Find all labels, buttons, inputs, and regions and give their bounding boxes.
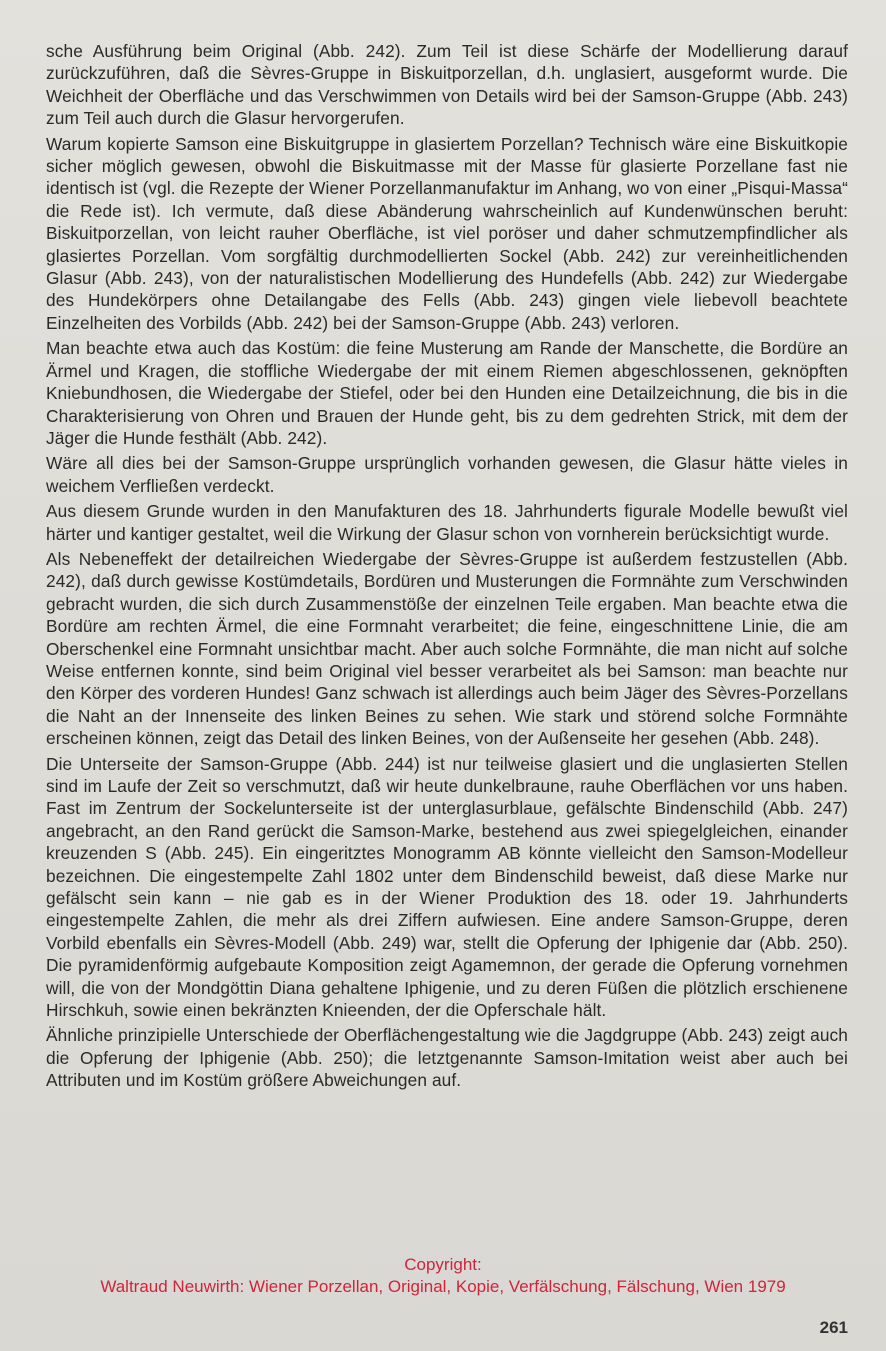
paragraph-8: Ähnliche prinzipielle Unterschiede der Oberflächengestaltung wie die Jagdgruppe (Abb. 243) zeigt auch die Opferung der Iphigenie (Abb. 250); die letztgenannte Samson-Imitation weist aber auch bei Attributen und im Kostüm größere Abweichungen auf. xyxy=(46,1025,848,1091)
paragraph-3: Man beachte etwa auch das Kostüm: die feine Musterung am Rande der Manschette, die Bordüre an Ärmel und Kragen, die stoffliche Wiedergabe der mit einem Riemen abgeschlossenen, geknöpften Kniebundhosen, die Wiedergabe der Stiefel, oder bei den Hunden eine Detailzeichnung, die bis in die Charakterisierung von Ohren und Brauen der Hunde geht, bis zu dem gedrehten Strick, mit dem der Jäger die Hunde festhält (Abb. 242). xyxy=(46,338,848,448)
paragraph-1: sche Ausführung beim Original (Abb. 242). Zum Teil ist diese Schärfe der Modellierung darauf zurückzuführen, daß die Sèvres-Gruppe in Biskuitporzellan, d.h. unglasiert, ausgeformt wurde. Die Weichheit der Oberfläche und das Verschwimmen von Details wird bei der Samson-Gruppe (Abb. 243) zum Teil auch durch die Glasur hervorgerufen. xyxy=(46,41,848,129)
paragraph-4: Wäre all dies bei der Samson-Gruppe ursprünglich vorhanden gewesen, die Glasur hätte vieles in weichem Verfließen verdeckt. xyxy=(46,453,848,496)
paragraph-5: Aus diesem Grunde wurden in den Manufakturen des 18. Jahrhunderts figurale Modelle bewußt viel härter und kantiger gestaltet, weil die Wirkung der Glasur schon von vornherein berücksichtigt wurde. xyxy=(46,501,848,544)
copyright-notice xyxy=(0,1254,886,1298)
body-text xyxy=(46,40,848,1092)
paragraph-2: Warum kopierte Samson eine Biskuitgruppe in glasiertem Porzellan? Technisch wäre eine Biskuitkopie sicher möglich gewesen, obwohl die Biskuitmasse mit der Masse für glasierte Porzellane fast nie identisch ist (vgl. die Rezepte der Wiener Porzellanmanufaktur im Anhang, wo von einer „Pisqui-Massa“ die Rede ist). Ich vermute, daß diese Abänderung wahrscheinlich auf Kundenwünschen beruht: Biskuitporzellan, von leicht rauher Oberfläche, ist viel poröser und daher schmutzempfindlicher als glasiertes Porzellan. Vom sorgfältig durchmodellierten Sockel (Abb. 242) zur vereinheitlichenden Glasur (Abb. 243), von der naturalistischen Modellierung des Hundefells (Abb. 242) zur Wiedergabe des Hundekörpers ohne Detailangabe des Fells (Abb. 243) gingen viele liebevoll beachtete Einzelheiten des Vorbilds (Abb. 242) bei der Samson-Gruppe (Abb. 243) verloren. xyxy=(46,133,848,333)
paragraph-6: Als Nebeneffekt der detailreichen Wiedergabe der Sèvres-Gruppe ist außerdem festzustellen (Abb. 242), daß durch gewisse Kostümdetails, Bordüren und Musterungen die Formnähte zum Verschwinden gebracht wurden, die sich durch Zusammenstöße der einzelnen Teile ergaben. Man beachte etwa die Bordüre am rechten Ärmel, die eine Formnaht verarbeitet; die feine, eingeschnittene Linie, die am Oberschenkel eine Formnaht unsichtbar macht. Aber auch solche Formnähte, die man nicht auf solche Weise entfernen konnte, sind beim Original viel besser verarbeitet als bei Samson: man beachte nur den Körper des vorderen Hundes! Ganz schwach ist allerdings auch beim Jäger des Sèvres-Porzellans die Naht an der Innenseite des linken Beines zu sehen. Wie stark und störend solche Formnähte erscheinen können, zeigt das Detail des linken Beines, von der Außenseite her gesehen (Abb. 248). xyxy=(46,548,848,749)
page-number: 261 xyxy=(819,1318,848,1337)
copyright-label: Copyright: xyxy=(404,1255,482,1274)
copyright-citation: Waltraud Neuwirth: Wiener Porzellan, Original, Kopie, Verfälschung, Fälschung, Wien 1979 xyxy=(100,1277,786,1296)
paragraph-7: Die Unterseite der Samson-Gruppe (Abb. 244) ist nur teilweise glasiert und die unglasierten Stellen sind im Laufe der Zeit so verschmutzt, daß wir heute dunkelbraune, rauhe Oberflächen vor uns haben. Fast im Zentrum der Sockelunterseite ist der unterglasurblaue, gefälschte Bindenschild (Abb. 247) angebracht, an den Rand gerückt die Samson-Marke, bestehend aus zwei spiegelgleichen, einander kreuzenden S (Abb. 245). Ein eingeritztes Monogramm AB könnte vielleicht den Samson-Modelleur bezeichnen. Die eingestempelte Zahl 1802 unter dem Bindenschild beweist, daß diese Marke nur gefälscht sein kann – nie gab es in der Wiener Produktion des 18. oder 19. Jahrhunderts eingestempelte Zahlen, die mehr als drei Ziffern aufwiesen. Eine andere Samson-Gruppe, deren Vorbild ebenfalls ein Sèvres-Modell (Abb. 249) war, stellt die Opferung der Iphigenie dar (Abb. 250). Die pyramidenförmig aufgebaute Komposition zeigt Agamemnon, der gerade die Opferung vornehmen will, die von der Mondgöttin Diana gehaltene Iphigenie, und zu deren Füßen die plötzlich erschienene Hirschkuh, sowie einen bekränzten Knieenden, der die Opferschale hält. xyxy=(46,753,848,1021)
